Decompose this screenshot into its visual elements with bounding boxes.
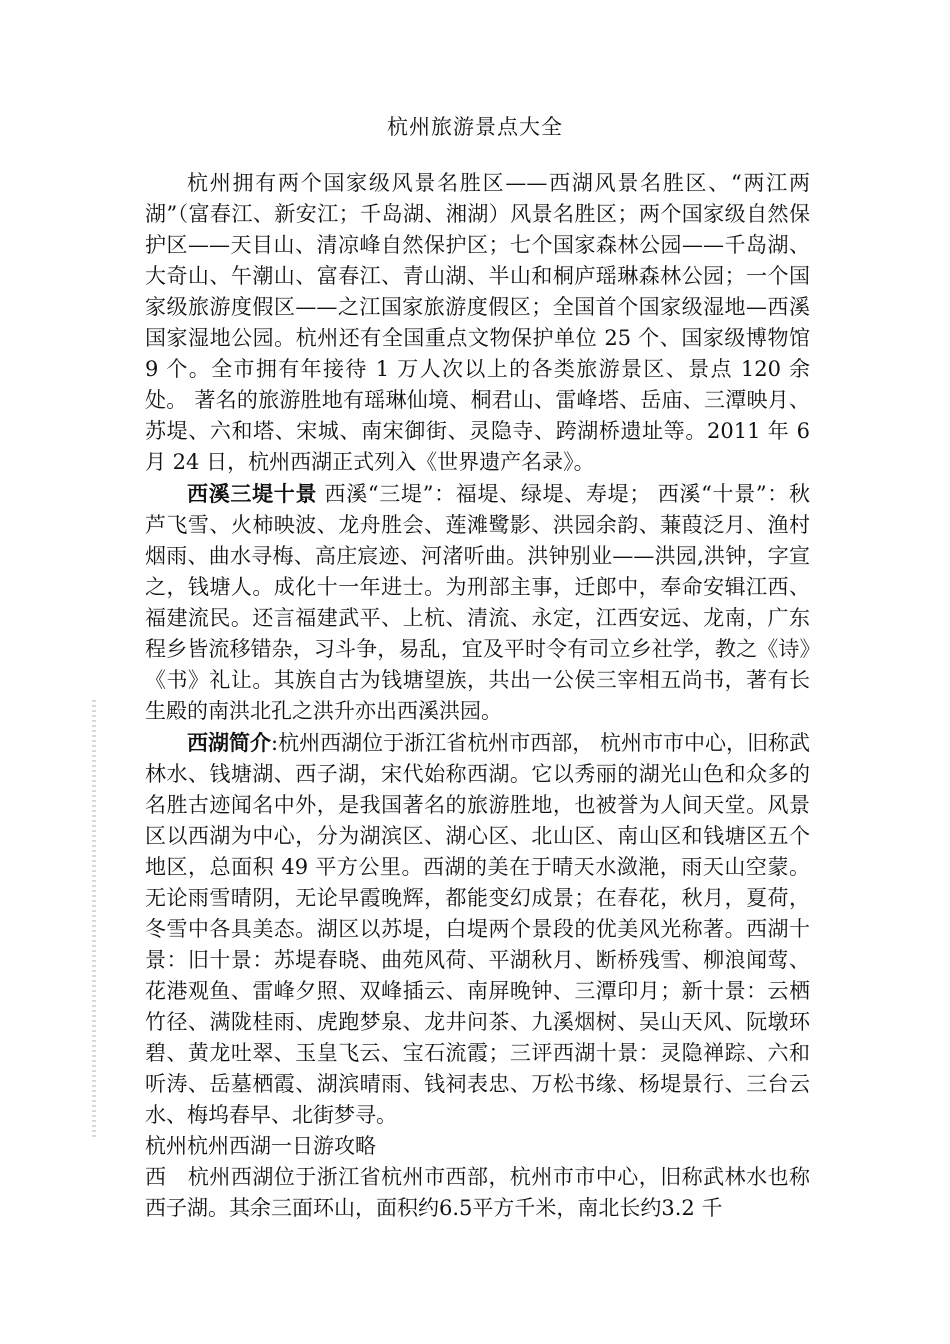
margin-binding-mark [92,700,96,1140]
paragraph-xixi [145,478,810,727]
paragraph-westlake [145,727,810,1131]
document-body [145,168,810,1224]
paragraph-day-trip-title: 杭州杭州西湖一日游攻略 [145,1134,376,1158]
document-title: 杭州旅游景点大全 [387,115,563,139]
section-text-xixi: 西溪“三堤”：福堤、绿堤、寿堤； 西溪“十景”：秋芦飞雪、火柿映波、龙舟胜会、莲滩鹭影、洪园余韵、蒹葭泛月、渔村烟雨、曲水寻梅、高庄宸迹、河渚听曲。洪钟别业——洪园,洪钟，字宣之，钱塘人。成化十一年进士。为刑部主事，迁郎中，奉命安辑江西、福建流民。还言福建武平、上杭、清流、永定，江西安远、龙南，广东程乡皆流移错杂，习斗争，易乱，宜及平时令有司立乡社学，教之《诗》《书》礼让。其族自古为钱塘望族，共出一公侯三宰相五尚书，著有长生殿的南洪北孔之洪升亦出西溪洪园。 [145,482,810,723]
paragraph-day-trip-text: 西 杭州西湖位于浙江省杭州市西部，杭州市市中心，旧称武林水也称西子湖。其余三面环山，面积约6.5平方千米，南北长约3.2 千 [145,1165,810,1220]
section-heading-xixi: 西溪三堤十景 [187,481,318,506]
section-heading-westlake: 西湖简介 [187,730,272,755]
section-text-westlake: :杭州西湖位于浙江省杭州市西部， 杭州市市中心，旧称武林水、钱塘湖、西子湖，宋代始称西湖。它以秀丽的湖光山色和众多的名胜古迹闻名中外，是我国著名的旅游胜地，也被誉为人间天堂。风景区以西湖为中心，分为湖滨区、湖心区、北山区、南山区和钱塘区五个地区，总面积 49 平方公里。西湖的美在于晴天水潋滟，雨天山空蒙。无论雨雪晴阴，无论早霞晚辉，都能变幻成景；在春花，秋月，夏荷，冬雪中各具美态。湖区以苏堤，白堤两个景段的优美风光称著。西湖十景：旧十景：苏堤春晓、曲苑风荷、平湖秋月、断桥残雪、柳浪闻莺、花港观鱼、雷峰夕照、双峰插云、南屏晚钟、三潭印月；新十景：云栖竹径、满陇桂雨、虎跑梦泉、龙井问茶、九溪烟树、吴山天风、阮墩环碧、黄龙吐翠、玉皇飞云、宝石流霞；三评西湖十景：灵隐禅踪、六和听涛、岳墓栖霞、湖滨晴雨、钱祠表忠、万松书缘、杨堤景行、三台云水、梅坞春早、北街梦寻。 [145,731,811,1127]
paragraph-overview: 杭州拥有两个国家级风景名胜区——西湖风景名胜区、“两江两湖”（富春江、新安江；千岛湖、湘湖）风景名胜区；两个国家级自然保护区——天目山、清凉峰自然保护区；七个国家森林公园——千岛湖、大奇山、午潮山、富春江、青山湖、半山和桐庐瑶琳森林公园；一个国家级旅游度假区——之江国家旅游度假区；全国首个国家级湿地—西溪国家湿地公园。杭州还有全国重点文物保护单位 25 个、国家级博物馆 9 个。全市拥有年接待 1 万人次以上的各类旅游景区、景点 120 余处。 著名的旅游胜地有瑶琳仙境、桐君山、雷峰塔、岳庙、三潭映月、苏堤、六和塔、宋城、南宋御街、灵隐寺、跨湖桥遗址等。2011 年 6 月 24 日，杭州西湖正式列入《世界遗产名录》。 [145,171,810,474]
